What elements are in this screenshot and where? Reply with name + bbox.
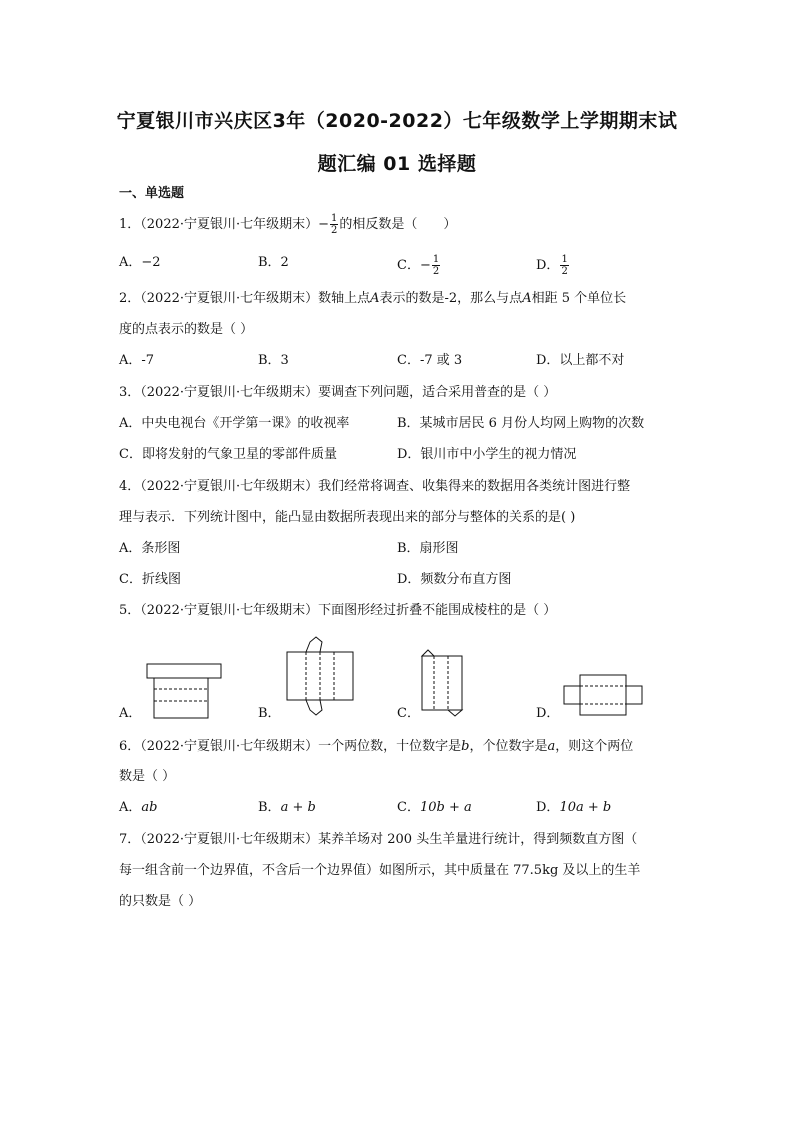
q6-option-c-expr: 10b + a <box>419 800 472 815</box>
q1-prefix: 1．（2022·宁夏银川·七年级期末）− <box>119 217 330 232</box>
q1-option-c-num: 1 <box>432 254 440 265</box>
q1-option-d-den: 2 <box>561 266 568 277</box>
q2-text-a: 2．（2022·宁夏银川·七年级期末）数轴上点 <box>119 291 371 306</box>
q1-option-c-label: C．− <box>397 258 431 273</box>
q5-option-b[interactable]: B． <box>258 706 281 721</box>
q1-option-c-den: 2 <box>432 266 440 277</box>
q2-stem-line1 <box>119 290 626 308</box>
doc-title-line1: 宁夏银川市兴庆区3年（2020-2022）七年级数学上学期期末试 <box>116 110 678 132</box>
q1-frac-den: 2 <box>331 225 338 236</box>
q2-text-b: 表示的数是-2，那么与点 <box>379 291 523 306</box>
q6-option-d-label: D． <box>536 800 560 815</box>
doc-title-line2: 题汇编 01 选择题 <box>317 153 477 175</box>
q6-option-a[interactable] <box>119 799 157 817</box>
q3-stem: 3．（2022·宁夏银川·七年级期末）要调查下列问题，适合采用普查的是（ ） <box>119 385 557 400</box>
q5-figure-c-net <box>418 648 466 718</box>
q1-suffix: 的相反数是（ ） <box>339 217 457 232</box>
q2-stem-line2: 度的点表示的数是（ ） <box>119 322 254 337</box>
q1-stem <box>119 213 456 236</box>
q1-option-d-label: D． <box>536 258 560 273</box>
q6-option-d[interactable] <box>536 799 611 817</box>
q7-stem-line1: 7．（2022·宁夏银川·七年级期末）某养羊场对 200 头生羊量进行统计，得到频数直方图（ <box>119 832 638 847</box>
q1-option-c[interactable] <box>397 254 441 277</box>
q3-option-a[interactable]: A．中央电视台《开学第一课》的收视率 <box>119 416 350 431</box>
q4-option-d[interactable]: D．频数分布直方图 <box>397 572 512 587</box>
q1-option-d-num: 1 <box>561 254 568 265</box>
q1-option-b[interactable]: B．2 <box>258 255 289 270</box>
q4-stem-line2: 理与表示．下列统计图中，能凸显由数据所表现出来的部分与整体的关系的是( ) <box>119 510 576 525</box>
section-heading: 一、单选题 <box>119 186 185 201</box>
q2-var-a2: A <box>522 291 532 306</box>
q6-text-a: 6．（2022·宁夏银川·七年级期末）一个两位数，十位数字是 <box>119 739 462 754</box>
q1-option-c-fraction <box>432 254 440 277</box>
q4-stem-line1: 4．（2022·宁夏银川·七年级期末）我们经常将调查、收集得来的数据用各类统计图进行整 <box>119 479 631 494</box>
q3-option-d[interactable]: D．银川市中小学生的视力情况 <box>397 447 577 462</box>
q1-option-d-fraction <box>560 254 568 277</box>
q6-option-b-label: B． <box>258 800 281 815</box>
q5-option-a[interactable]: A． <box>119 706 142 721</box>
q4-option-b[interactable]: B．扇形图 <box>397 541 459 556</box>
q4-option-a[interactable]: A．条形图 <box>119 541 181 556</box>
q2-option-c[interactable]: C．-7 或 3 <box>397 353 463 368</box>
q2-option-d[interactable]: D．以上都不对 <box>536 353 625 368</box>
q5-figure-b-net <box>282 634 358 720</box>
q5-figure-a-net <box>140 660 228 720</box>
q7-stem-line2: 每一组含前一个边界值，不含后一个边界值）如图所示，其中质量在 77.5kg 及以上的生羊 <box>119 863 641 878</box>
q6-stem-line1 <box>119 738 633 756</box>
q5-option-c[interactable]: C． <box>397 706 420 721</box>
q6-option-c[interactable] <box>397 799 472 817</box>
q6-option-c-label: C． <box>397 800 420 815</box>
q1-frac-num: 1 <box>331 213 338 224</box>
q6-option-d-expr: 10a + b <box>559 800 612 815</box>
q2-var-a1: A <box>370 291 380 306</box>
q6-text-c: ，则这个两位 <box>555 739 634 754</box>
q2-option-a[interactable]: A．-7 <box>119 353 155 368</box>
q6-option-b-expr: a + b <box>280 800 316 815</box>
q2-option-b[interactable]: B．3 <box>258 353 289 368</box>
q6-text-b: ，个位数字是 <box>469 739 548 754</box>
q5-figure-d-net <box>560 672 644 718</box>
q6-option-a-expr: ab <box>141 800 158 815</box>
q4-option-c[interactable]: C．折线图 <box>119 572 181 587</box>
q3-option-c[interactable]: C．即将发射的气象卫星的零部件质量 <box>119 447 337 462</box>
q1-option-d[interactable] <box>536 254 570 277</box>
q1-fraction <box>330 213 338 236</box>
q6-var-b: b <box>461 739 470 754</box>
q5-option-d[interactable]: D． <box>536 706 560 721</box>
q1-option-a[interactable]: A．−2 <box>119 255 161 270</box>
q7-stem-line3: 的只数是（ ） <box>119 894 202 909</box>
q6-var-a: a <box>547 739 556 754</box>
q2-text-c: 相距 5 个单位长 <box>531 291 627 306</box>
q3-option-b[interactable]: B．某城市居民 6 月份人均网上购物的次数 <box>397 416 645 431</box>
q6-option-a-label: A． <box>119 800 142 815</box>
q6-option-b[interactable] <box>258 799 316 817</box>
q5-stem: 5．（2022·宁夏银川·七年级期末）下面图形经过折叠不能围成棱柱的是（ ） <box>119 603 557 618</box>
q6-stem-line2: 数是（ ） <box>119 769 176 784</box>
